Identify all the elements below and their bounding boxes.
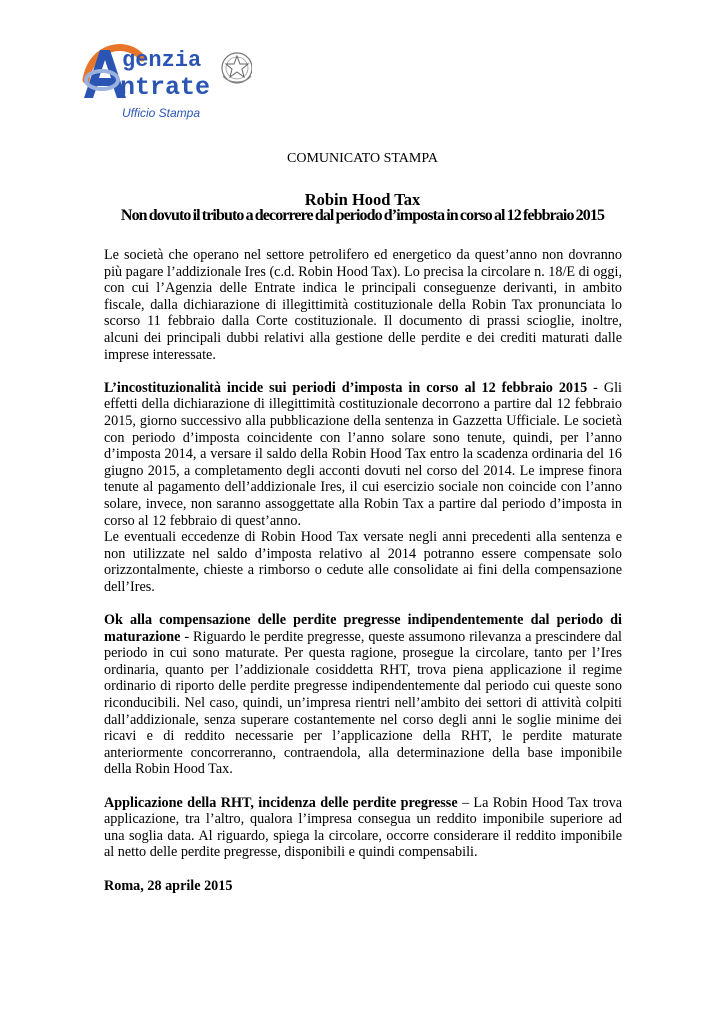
paragraph-heading: Ok alla compensazione delle perdite pregresse indipendentemente dal periodo di maturazione [104, 612, 622, 645]
document-body [104, 247, 622, 894]
document-label: COMUNICATO STAMPA [287, 151, 438, 166]
paragraph-text: - Riguardo le perdite pregresse, queste assumono rilevanza a prescindere dal periodo in cui sono maturate. Per questa ragione, prosegue la circolare, tanto per l’Ires ordinaria, quanto per l’addizionale cosiddetta RHT, trova piena applicazione il regime ordinario di riporto delle perdite pregresse indipendentemente dal periodo cui queste sono riconducibili. Nel caso, quindi, un’impresa rientri nell’ambito dei settori di attività colpiti dall’addizionale, senza superare costantemente nel corso degli anni le soglie minime dei ricavi e di reddito necessarie per l’applicazione della RHT, le perdite maturate anteriormente concorreranno, contraendola, alla determinazione della base imponibile della Robin Hood Tax. [104, 628, 622, 778]
agency-logo [82, 38, 252, 128]
paragraph-losses-compensation [104, 612, 622, 778]
document-subtitle: Non dovuto il tributo a decorrere dal periodo d’imposta in corso al 12 febbraio 2015 [120, 207, 605, 224]
paragraph-text: - Gli effetti della dichiarazione di illegittimità costituzionale decorrono a partire dal 12 febbraio 2015, giorno successivo alla pubblicazione della sentenza in Gazzetta Ufficiale. Le società con periodo d’imposta coincidente con l’anno solare sono tenute, quindi, per l’anno d’imposta 2014, a versare il saldo della Robin Hood Tax entro la scadenza ordinaria del 16 giugno 2015, a completamento degli acconti dovuti nel corso del 2014. Le imprese finora tenute al pagamento dell’addizionale Ires, il cui esercizio sociale non coincide con l’anno solare, invece, non saranno assoggettate alla Robin Tax a partire dal periodo d’imposta in corso al 12 febbraio di quest’anno. [104, 379, 622, 529]
paragraph-excess: Le eventuali eccedenze di Robin Hood Tax versate negli anni precedenti alla sentenza e non utilizzate nel saldo d’imposta relativo al 2014 potranno essere compensate solo orizzontalmente, chieste a rimborso o cedute alle consolidate ai fini della compensazione dell’Ires. [104, 529, 622, 595]
logo-text-line1: genzia [122, 48, 202, 73]
document-date: Roma, 28 aprile 2015 [104, 877, 233, 894]
paragraph-heading: Applicazione della RHT, incidenza delle perdite pregresse [104, 794, 458, 811]
document-title: Robin Hood Tax [304, 190, 421, 209]
logo-subtitle: Ufficio Stampa [122, 106, 201, 120]
paragraph-rht-application [104, 795, 622, 861]
logo-text-line2: ntrate [120, 73, 211, 102]
republic-emblem-icon [222, 53, 252, 83]
paragraph-unconstitutionality [104, 380, 622, 529]
paragraph-heading: L’incostituzionalità incide sui periodi d’imposta in corso al 12 febbraio 2015 [104, 379, 588, 396]
paragraph-text: – La Robin Hood Tax trova applicazione, tra l’altro, qualora l’impresa consegua un reddito imponibile superiore ad una soglia data. Al riguardo, spiega la circolare, occorre considerare il reddito imponibile al netto delle perdite pregresse, disponibili e quindi compensabili. [104, 794, 623, 861]
paragraph-intro: Le società che operano nel settore petrolifero ed energetico da quest’anno non dovranno più pagare l’addizionale Ires (c.d. Robin Hood Tax). Lo precisa la circolare n. 18/E di oggi, con cui l’Agenzia delle Entrate indica le principali conseguenze derivanti, in ambito fiscale, dalla dichiarazione di illegittimità costituzionale della Robin Tax pronunciata lo scorso 11 febbraio dalla Corte costituzionale. Il documento di prassi scioglie, inoltre, alcuni dei principali dubbi relativi alla gestione delle perdite e dei crediti maturati dalle imprese interessate. [104, 247, 622, 363]
agency-logo-mark [82, 38, 252, 104]
